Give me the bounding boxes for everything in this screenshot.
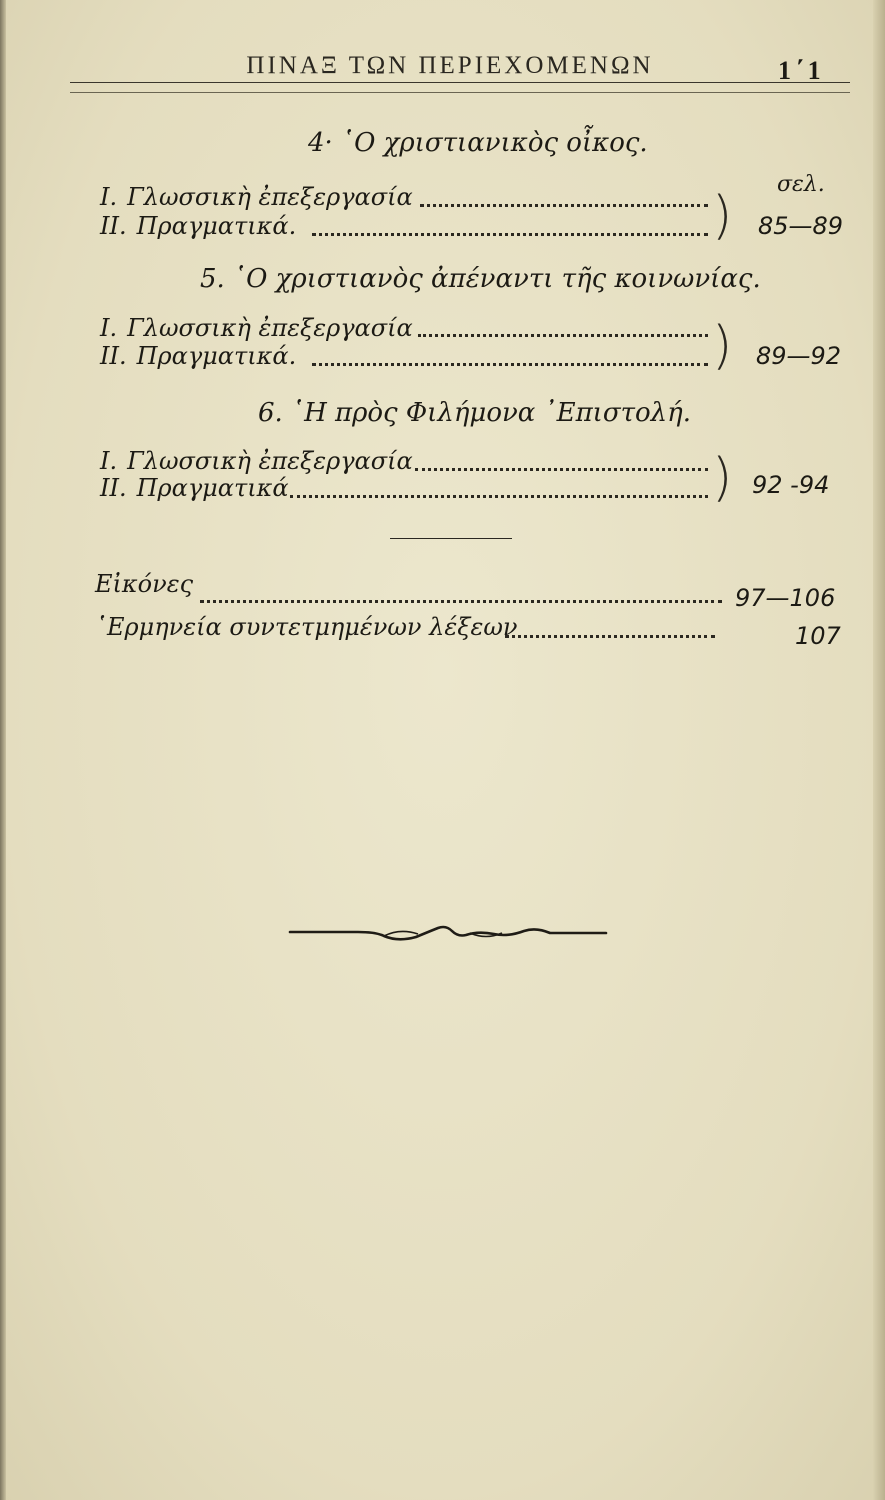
entry-label: Πραγματικά. <box>136 212 297 240</box>
entry-label: Πραγματικά. <box>136 342 297 370</box>
running-header-page-number: 1΄1 <box>778 56 825 85</box>
entry-roman-numeral: I. <box>100 314 118 342</box>
toc-entry <box>95 570 193 598</box>
section-title: 5. ῾Ο χριστιανὸς ἀπέναντι τῆς κοινωνίας. <box>200 264 761 294</box>
entry-roman-numeral: I. <box>100 447 118 475</box>
entry-roman-numeral: II. <box>100 212 127 240</box>
page-range: 92 -94 <box>752 471 830 499</box>
entry-label: Γλωσσικὴ ἐπεξεργασία <box>127 183 413 211</box>
dot-leader <box>312 233 708 236</box>
toc-entry <box>100 212 296 240</box>
page-range: 85—89 <box>758 212 844 240</box>
dot-leader <box>505 635 715 638</box>
page-range: 89—92 <box>756 342 842 370</box>
running-header-title: ΠΙΝΑΞ ΤΩΝ ΠΕΡΙΕΧΟΜΕΝΩΝ <box>246 52 654 79</box>
dot-leader <box>200 600 722 603</box>
entry-label: ῾Ερμηνεία συντετμημένων λέξεων <box>95 613 518 641</box>
header-rule <box>70 82 850 83</box>
toc-entry <box>100 447 413 475</box>
dot-leader <box>415 468 708 471</box>
page-range: 107 <box>795 622 841 650</box>
toc-entry <box>100 474 289 502</box>
page-range: 97—106 <box>735 584 836 612</box>
entry-label: Γλωσσικὴ ἐπεξεργασία <box>127 314 413 342</box>
section-title: 6. ῾Η πρὸς Φιλήμονα ᾿Επιστολή. <box>258 398 691 428</box>
toc-entry <box>100 342 296 370</box>
pages-column-label: σελ. <box>777 172 825 197</box>
section-divider <box>390 538 512 539</box>
entry-roman-numeral: I. <box>100 183 118 211</box>
entry-roman-numeral: II. <box>100 474 127 502</box>
grouping-brace: ) <box>712 448 733 508</box>
toc-entry <box>95 613 518 641</box>
entry-label: Γλωσσικὴ ἐπεξεργασία <box>127 447 413 475</box>
entry-roman-numeral: II. <box>100 342 127 370</box>
grouping-brace: ) <box>712 316 733 376</box>
entry-label: Πραγματικά <box>136 474 289 502</box>
dot-leader <box>420 204 708 207</box>
page-left-edge <box>0 0 6 1500</box>
dot-leader <box>418 334 708 337</box>
toc-entry <box>100 314 413 342</box>
toc-entry <box>100 183 413 211</box>
section-title: 4· ῾Ο χριστιανικὸς οἶκος. <box>308 128 648 158</box>
dot-leader <box>290 495 708 498</box>
page-right-edge <box>873 0 885 1500</box>
ornamental-tailpiece-icon <box>288 915 608 955</box>
dot-leader <box>312 363 708 366</box>
grouping-brace: ) <box>712 186 733 246</box>
header-rule-thin <box>70 92 850 93</box>
entry-label: Εἰκόνες <box>95 570 194 598</box>
